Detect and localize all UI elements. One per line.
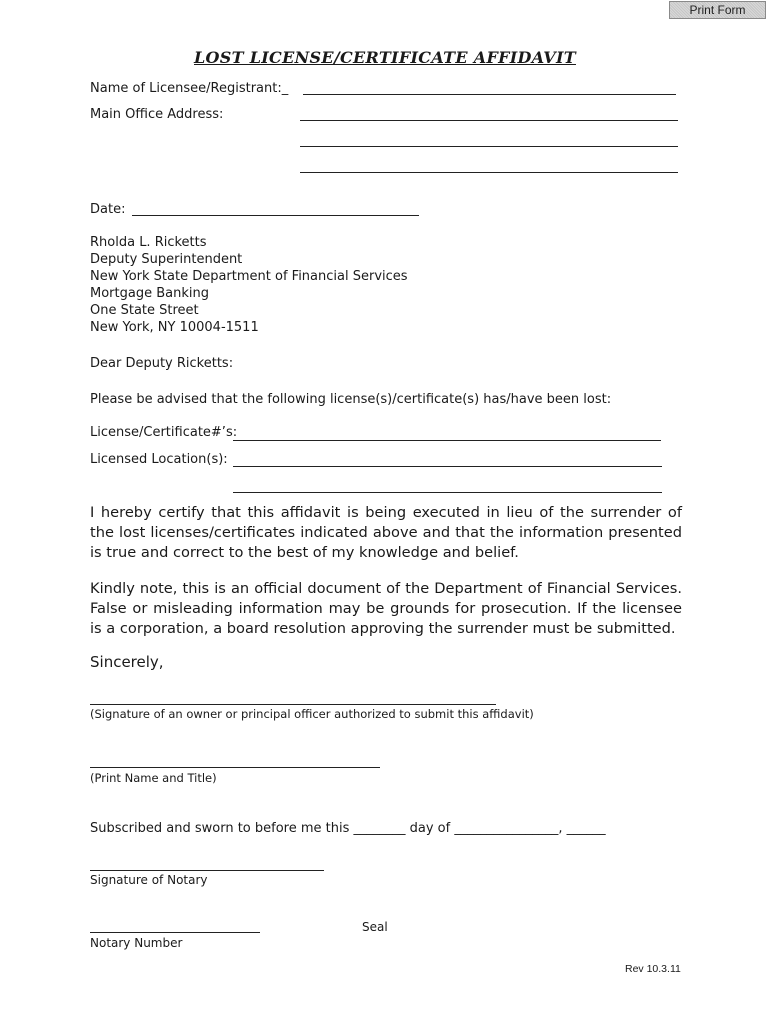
licensee-name-field[interactable] (303, 94, 676, 95)
notary-signature-caption: Signature of Notary (90, 873, 208, 887)
notary-signature-field[interactable] (90, 870, 324, 871)
location-line-2-field[interactable] (233, 492, 662, 493)
license-number-field[interactable] (233, 440, 661, 441)
seal-label: Seal (362, 920, 388, 934)
notice-paragraph: Kindly note, this is an official document of the Department of Financial Services. False or misleading information may be grounds for prosecution. If the licensee is a corporation, a board resolution approving the surrender must be submitted. (90, 580, 682, 637)
location-label: Licensed Location(s): (90, 452, 228, 467)
recipient-division: Mortgage Banking (90, 286, 209, 301)
recipient-city: New York, NY 10004-1511 (90, 320, 259, 335)
certification-paragraph: I hereby certify that this affidavit is being executed in lieu of the surrender of the lost licenses/certificates indicated above and that the information presented is true and correct to the best of my knowledge and belief. (90, 504, 682, 561)
location-line-1-field[interactable] (233, 466, 662, 467)
print-form-button[interactable]: Print Form (669, 1, 766, 19)
print-name-caption: (Print Name and Title) (90, 771, 217, 785)
advisory-text: Please be advised that the following license(s)/certificate(s) has/have been lost: (90, 392, 612, 407)
address-line-1-field[interactable] (300, 120, 678, 121)
recipient-title: Deputy Superintendent (90, 252, 243, 267)
recipient-name: Rholda L. Ricketts (90, 235, 207, 250)
print-name-field[interactable] (90, 767, 380, 768)
notary-number-field[interactable] (90, 932, 260, 933)
address-line-3-field[interactable] (300, 172, 678, 173)
sworn-statement: Subscribed and sworn to before me this ________ day of ________________, ______ (90, 821, 606, 836)
address-line-2-field[interactable] (300, 146, 678, 147)
license-label: License/Certificate#’s: (90, 425, 238, 440)
date-field[interactable] (132, 215, 419, 216)
signature-caption: (Signature of an owner or principal officer authorized to submit this affidavit) (90, 707, 534, 721)
recipient-department: New York State Department of Financial Services (90, 269, 408, 284)
notary-number-caption: Notary Number (90, 936, 183, 950)
closing: Sincerely, (90, 653, 164, 671)
revision-label: Rev 10.3.11 (625, 963, 681, 975)
name-label: Name of Licensee/Registrant:_ (90, 81, 289, 96)
salutation: Dear Deputy Ricketts: (90, 356, 234, 371)
page-title: LOST LICENSE/CERTIFICATE AFFIDAVIT (194, 48, 576, 67)
recipient-street: One State Street (90, 303, 199, 318)
signature-field[interactable] (90, 704, 496, 705)
address-label: Main Office Address: (90, 107, 224, 122)
date-label: Date: (90, 202, 126, 217)
